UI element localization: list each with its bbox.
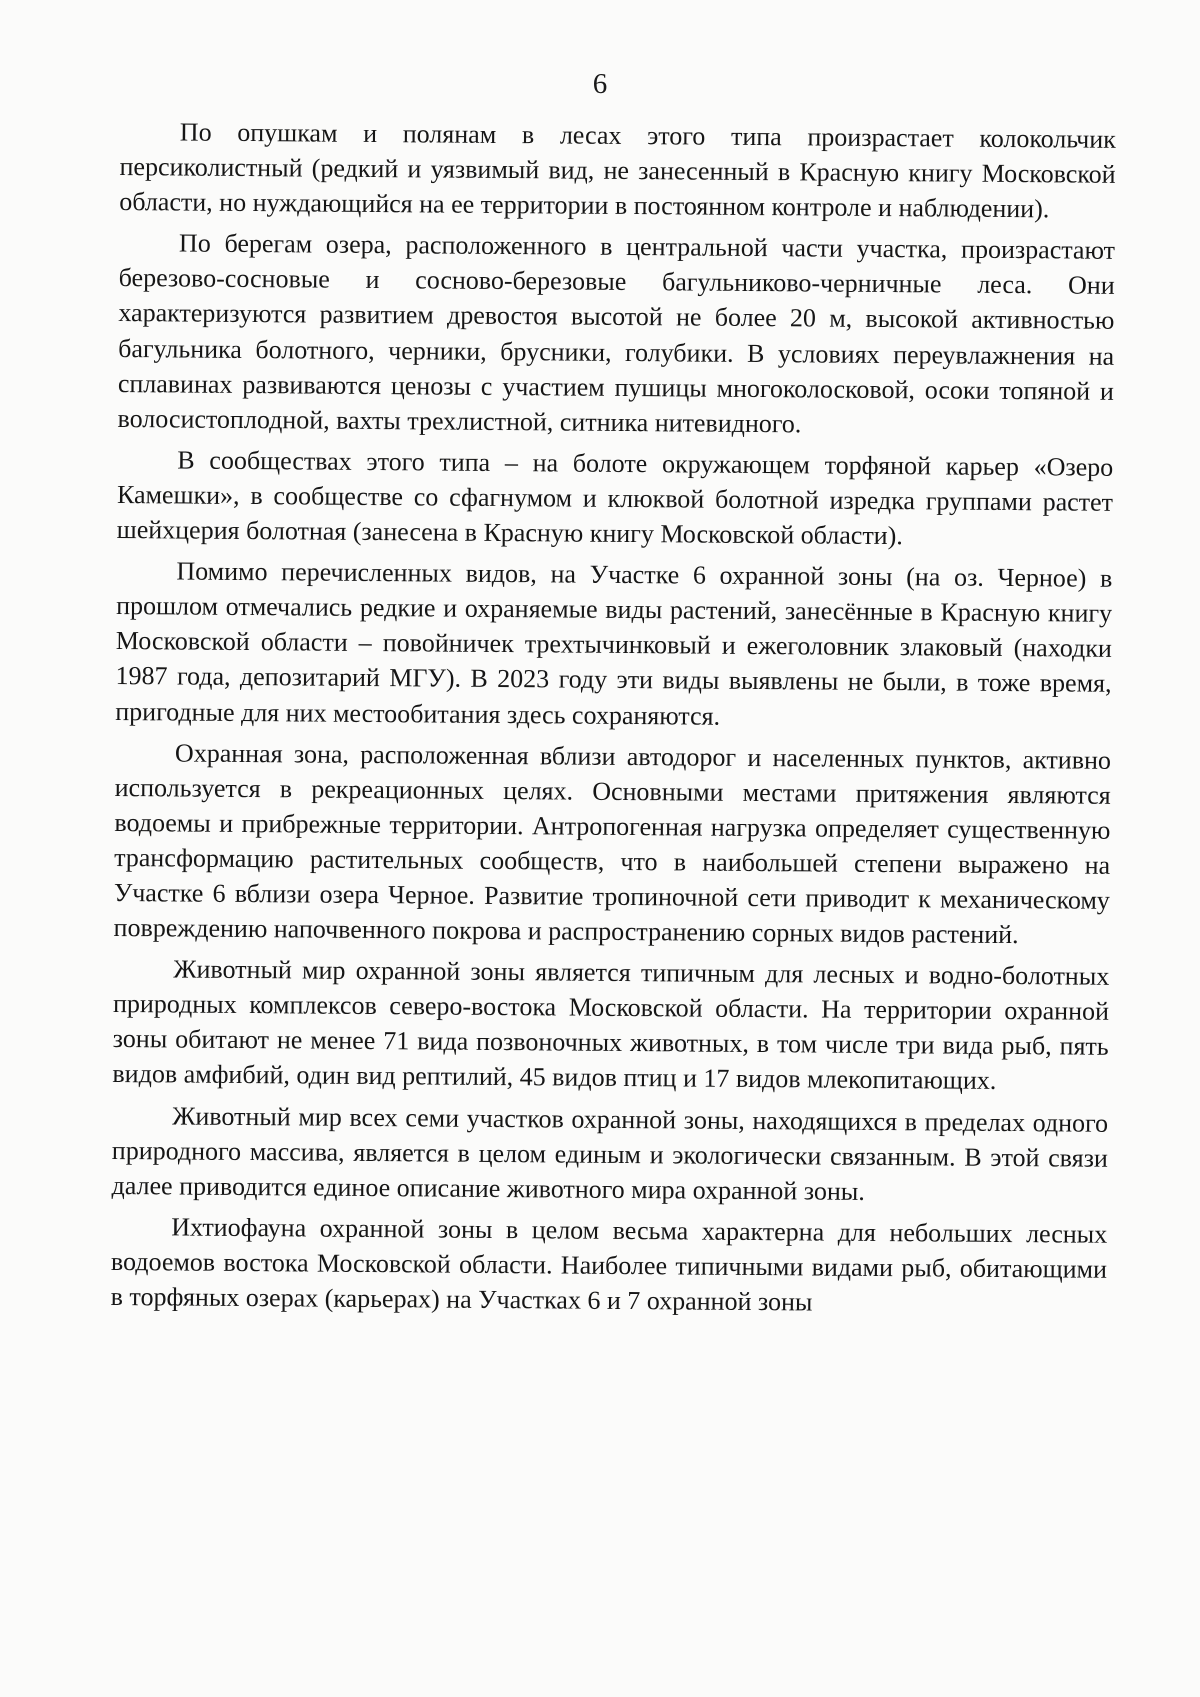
paragraph-campanula: По опушкам и полянам в лесах этого типа произрастает колокольчик персиколистный (редкий и уязвимый вид, не занесенный в Красную книгу Московской области, но нуждающийся на ее территории в постоянном контроле и наблюдении). (119, 117, 1116, 224)
paragraph-lake-shores: По берегам озера, расположенного в центральной части участка, произрастают березово-сосновые и сосново-березовые багульниково-черничные леса. Они характеризуются развитием древостоя высотой не более 20 м, высокой активностью багульника болотного, черники, брусники, голубики. В условиях переувлажнения на сплавинах развиваются ценозы с участием пушицы многоколосковой, осоки топяной и волосистоплодной, вахты трехлистной, ситника нитевидного. (117, 228, 1116, 439)
paragraph-rare-species: Помимо перечисленных видов, на Участке 6 охранной зоны (на оз. Черное) в прошлом отмечались редкие и охраняемые виды растений, занесённые в Красную книгу Московской области – повойничек трехтычинковый и ежеголовник злаковый (находки 1987 года, депозитарий МГУ). В 2023 году эти виды выявлены не были, в тоже время, пригодные для них местообитания здесь сохраняются. (115, 556, 1113, 731)
paragraph-scheuchzeria: В сообществах этого типа – на болоте окружающем торфяной карьер «Озеро Камешки», в сообществе со сфагнумом и клюквой болотной изредка группами растет шейхцерия болотная (занесена в Красную книгу Московской области). (116, 445, 1114, 551)
paragraph-fauna-unity: Животный мир всех семи участков охранной зоны, находящихся в пределах одного природного массива, является в целом единым и экологически связанным. В этой связи далее приводится единое описание животного мира охранной зоны. (111, 1100, 1109, 1206)
paragraph-fauna-overview: Животный мир охранной зоны является типичным для лесных и водно-болотных природных комплексов северо-востока Московской области. На территории охранной зоны обитают не менее 71 вида позвоночных животных, в том числе три вида рыб, пять видов амфибий, один вид рептилий, 45 видов птиц и 17 видов млекопитающих. (112, 954, 1110, 1096)
document-body (111, 114, 1116, 1328)
paragraph-recreation: Охранная зона, расположенная вблизи автодорог и населенных пунктов, активно используется в рекреационных целях. Основными местами притяжения являются водоемы и прибрежные территории. Антропогенная нагрузка определяет существенную трансформацию растительных сообществ, что в наибольшей степени выражено на Участке 6 вблизи озера Черное. Развитие тропиночной сети приводит к механическому повреждению напочвенного покрова и распространению сорных видов растений. (113, 738, 1112, 950)
paragraph-ichthyofauna: Ихтиофауна охранной зоны в целом весьма характерна для небольших лесных водоемов востока Московской области. Наиболее типичными видами рыб, обитающими в торфяных озерах (карьерах) на Участках 6 и 7 охранной зоны (110, 1212, 1108, 1317)
page-number: 6 (592, 68, 608, 100)
